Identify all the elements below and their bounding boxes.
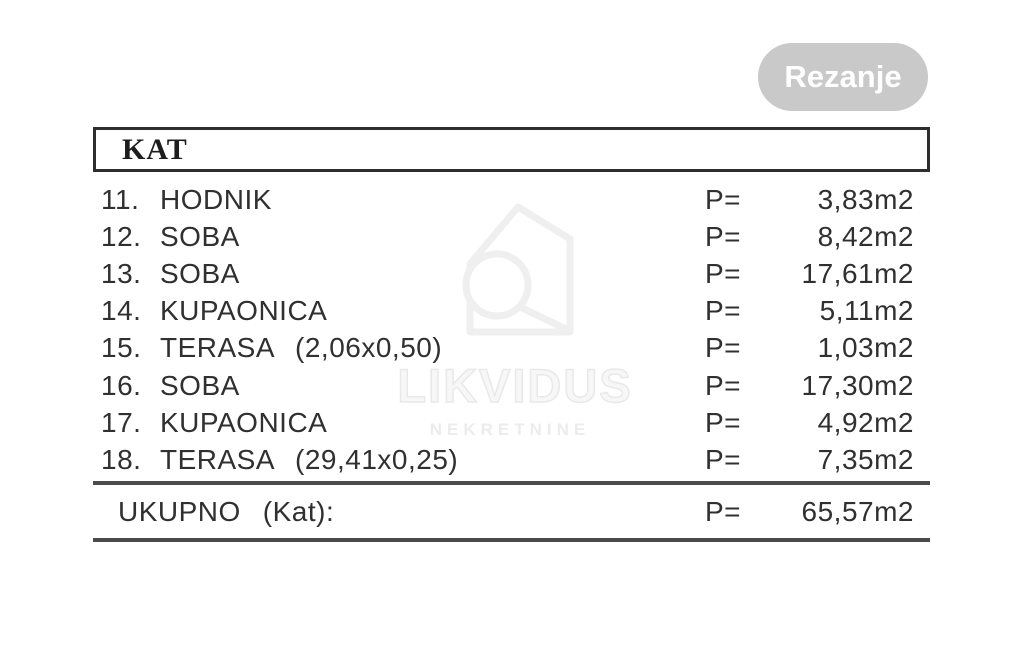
area-value: 3,83m2	[817, 183, 914, 215]
row-number: 15.	[101, 332, 142, 364]
row-number: 14.	[101, 295, 142, 327]
area-value: 17,61m2	[801, 257, 914, 289]
divider-above-total	[93, 481, 930, 485]
area-value: 5,11m2	[819, 295, 914, 327]
crop-button[interactable]: Rezanje	[758, 43, 928, 111]
room-name: SOBA	[160, 369, 240, 401]
area-rows	[93, 181, 930, 479]
area-label: P=	[705, 183, 742, 215]
area-row	[93, 293, 930, 330]
section-title: KAT	[122, 132, 188, 166]
room-name: TERASA	[160, 332, 276, 364]
area-label: P=	[705, 496, 742, 527]
area-row	[93, 367, 930, 404]
area-value: 8,42m2	[817, 220, 914, 252]
area-label: P=	[705, 332, 742, 364]
area-value: 4,92m2	[817, 406, 914, 438]
area-label: P=	[705, 369, 742, 401]
area-row	[93, 218, 930, 255]
total-row	[93, 492, 930, 532]
area-row	[93, 404, 930, 441]
row-number: 12.	[101, 220, 142, 252]
area-value: 1,03m2	[817, 332, 914, 364]
watermark-brand: LIKVIDUS	[397, 359, 633, 412]
room-name: SOBA	[160, 257, 240, 289]
room-name: KUPAONICA	[160, 406, 328, 438]
total-label: UKUPNO	[118, 496, 241, 527]
room-dimensions: (29,41x0,25)	[295, 443, 459, 475]
row-number: 18.	[101, 443, 142, 475]
divider-below-total	[93, 538, 930, 542]
room-name: TERASA	[160, 443, 276, 475]
area-label: P=	[705, 295, 742, 327]
area-value: 17,30m2	[801, 369, 914, 401]
room-name: HODNIK	[160, 183, 272, 215]
area-row	[93, 181, 930, 218]
area-row	[93, 441, 930, 478]
area-value: 7,35m2	[817, 443, 914, 475]
total-scope: (Kat):	[262, 496, 335, 527]
area-label: P=	[705, 220, 742, 252]
area-label: P=	[705, 257, 742, 289]
row-number: 17.	[101, 406, 142, 438]
row-number: 16.	[101, 369, 142, 401]
area-row	[93, 255, 930, 292]
area-label: P=	[705, 443, 742, 475]
section-header-box	[93, 127, 930, 172]
area-label: P=	[705, 406, 742, 438]
row-number: 13.	[101, 257, 142, 289]
room-name: KUPAONICA	[160, 295, 328, 327]
row-number: 11.	[101, 183, 140, 215]
total-value: 65,57m2	[801, 496, 914, 527]
area-row	[93, 330, 930, 367]
watermark-subtitle: NEKRETNINE	[429, 420, 591, 439]
room-dimensions: (2,06x0,50)	[295, 332, 443, 364]
room-name: SOBA	[160, 220, 240, 252]
